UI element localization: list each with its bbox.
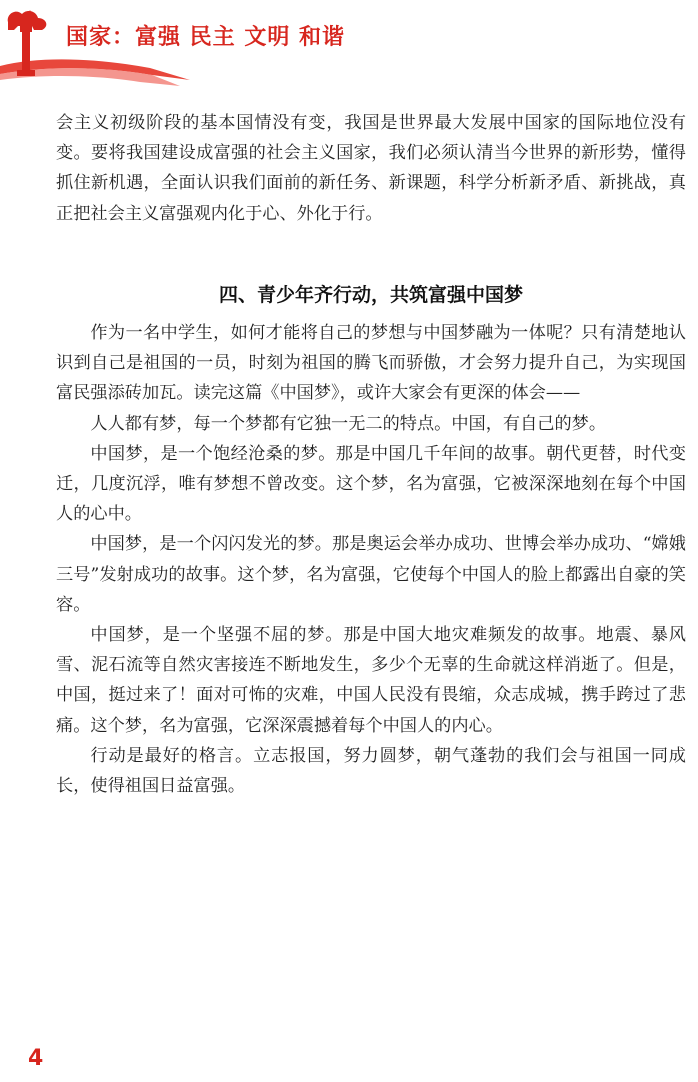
header-title: 国家：富强 民主 文明 和谐: [66, 25, 345, 50]
section-paragraph: 中国梦，是一个闪闪发光的梦。那是奥运会举办成功、世博会举办成功、“嫦娥三号”发射成功的故事。这个梦，名为富强，它使每个中国人的脸上都露出自豪的笑容。: [56, 534, 686, 615]
section-body: [56, 318, 686, 801]
section-paragraph: 中国梦，是一个坚强不屈的梦。那是中国大地灾难频发的故事。地震、暴风雪、泥石流等自然灾害接连不断地发生，多少个无辜的生命就这样消逝了。但是，中国，挺过来了！面对可怖的灾难，中国人民没有畏缩，众志成城，携手跨过了悲痛。这个梦，名为富强，它深深震撼着每个中国人的内心。: [56, 625, 686, 736]
section-paragraph: 作为一名中学生，如何才能将自己的梦想与中国梦融为一体呢？只有清楚地认识到自己是祖国的一员，时刻为祖国的腾飞而骄傲，才会努力提升自己，为实现国富民强添砖加瓦。读完这篇《中国梦》，或许大家会有更深的体会——: [56, 323, 686, 404]
section-paragraph: 中国梦，是一个饱经沧桑的梦。那是中国几千年间的故事。朝代更替，时代变迁，几度沉浮，唯有梦想不曾改变。这个梦，名为富强，它被深深地刻在每个中国人的心中。: [56, 443, 686, 525]
continued-paragraph: 会主义初级阶段的基本国情没有变，我国是世界最大发展中国家的国际地位没有变。要将我国建设成富强的社会主义国家，我们必须认清当今世界的新形势，懂得抓住新机遇，全面认识我们面前的新任务、新课题，科学分析新矛盾、新挑战，真正把社会主义富强观内化于心、外化于行。: [56, 113, 686, 224]
section-paragraph: 人人都有梦，每一个梦都有它独一无二的特点。中国，有自己的梦。: [90, 413, 607, 434]
continued-paragraph-block: [56, 108, 686, 229]
page-header: [0, 0, 698, 90]
section-heading: 四、青少年齐行动，共筑富强中国梦: [218, 284, 523, 306]
page-number: 4: [28, 1046, 44, 1071]
section-paragraph: 行动是最好的格言。立志报国，努力圆梦，朝气蓬勃的我们会与祖国一同成长，使得祖国日益富强。: [56, 745, 686, 797]
